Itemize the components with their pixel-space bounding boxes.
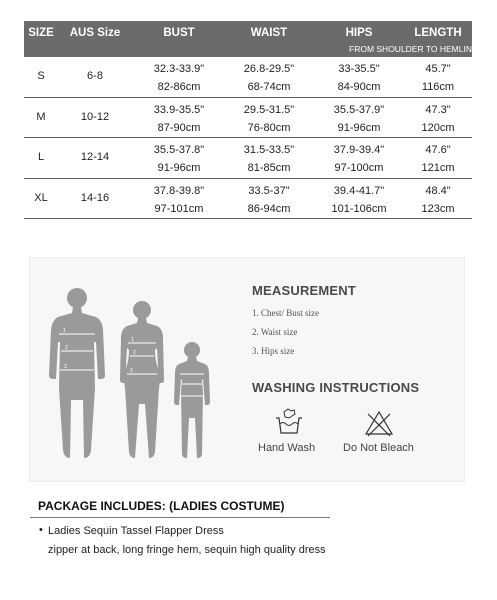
cell-waist-inches: 31.5-33.5" (243, 144, 295, 156)
cell-aus-size: 12-14 (80, 151, 110, 163)
table-row (24, 57, 472, 98)
cell-waist-inches: 29.5-31.5" (243, 103, 295, 116)
cell-hips-cm: 84-90cm (337, 81, 381, 93)
body-measurement-figures (42, 280, 242, 470)
cell-bust-inches: 32.3-33.9" (153, 63, 205, 75)
child-figure-icon (174, 342, 210, 458)
cell-hips-cm: 97-100cm (334, 162, 384, 174)
cell-waist-cm: 68-74cm (247, 81, 291, 93)
hand-wash-label: Hand Wash (258, 442, 316, 454)
cell-waist-inches: 33.5-37" (248, 184, 290, 197)
cell-bust-cm: 91-96cm (157, 162, 201, 174)
no-bleach-icon (364, 408, 394, 438)
table-row (24, 98, 472, 139)
table-row (24, 179, 472, 220)
table-row (24, 138, 472, 179)
cell-waist-inches: 26.8-29.5" (243, 63, 295, 75)
cell-length-inches: 47.3" (425, 103, 451, 116)
cell-bust-inches: 33.9-35.5" (153, 103, 205, 116)
header-waist: WAIST (250, 27, 288, 39)
marker-1: 1 (63, 328, 66, 334)
cell-bust-inches: 37.8-39.8" (153, 184, 205, 197)
cell-length-cm: 123cm (421, 202, 455, 215)
cell-aus-size: 6-8 (87, 70, 103, 82)
cell-size: L (37, 151, 45, 163)
cell-hips-inches: 37.9-39.4" (333, 144, 385, 156)
woman-figure-icon (120, 301, 164, 458)
cell-waist-cm: 76-80cm (247, 121, 291, 134)
washing-instructions-title: WASHING INSTRUCTIONS (252, 380, 420, 395)
cell-length-cm: 120cm (421, 121, 455, 134)
marker-1: 1 (131, 337, 134, 343)
cell-hips-cm: 101-106cm (331, 202, 387, 215)
package-item-detail: zipper at back, long fringe hem, sequin high quality dress (48, 544, 326, 556)
size-chart-header (24, 21, 478, 57)
cell-waist-cm: 86-94cm (247, 202, 291, 215)
marker-2: 2 (133, 350, 136, 356)
measurement-title: MEASUREMENT (252, 283, 357, 298)
package-includes-title: PACKAGE INCLUDES: (LADIES COSTUME) (38, 499, 285, 513)
cell-hips-inches: 39.4-41.7" (333, 184, 385, 197)
header-aus-size: AUS Size (69, 27, 121, 39)
cell-hips-inches: 35.5-37.9" (333, 103, 385, 116)
package-bullet: • (39, 524, 43, 536)
hand-wash-icon (274, 408, 304, 438)
package-divider (30, 517, 330, 518)
size-chart-table (24, 21, 478, 219)
marker-2: 2 (65, 345, 68, 351)
cell-size: M (36, 110, 46, 123)
cell-size: XL (34, 191, 48, 204)
cell-bust-cm: 87-90cm (157, 121, 201, 134)
package-item: Ladies Sequin Tassel Flapper Dress (48, 525, 224, 537)
cell-size: S (37, 70, 45, 82)
measurement-item-hips: 3. Hips size (252, 346, 295, 356)
cell-length-cm: 121cm (421, 162, 455, 174)
header-size: SIZE (28, 27, 54, 39)
cell-length-cm: 116cm (421, 81, 455, 93)
header-hips: HIPS (345, 27, 373, 39)
cell-length-inches: 47.6" (425, 144, 451, 156)
cell-waist-cm: 81-85cm (247, 162, 291, 174)
info-panel (29, 257, 465, 482)
cell-hips-inches: 33-35.5" (338, 63, 380, 75)
marker-3: 3 (130, 368, 133, 374)
header-length-note: FROM SHOULDER TO HEMLINE (349, 44, 478, 54)
measurement-item-waist: 2. Waist size (252, 327, 298, 337)
cell-bust-cm: 97-101cm (154, 202, 204, 215)
header-bust: BUST (163, 27, 195, 39)
marker-3: 3 (64, 364, 67, 370)
cell-aus-size: 14-16 (80, 191, 110, 204)
man-figure-icon (49, 288, 105, 458)
cell-length-inches: 48.4" (425, 184, 451, 197)
cell-length-inches: 45.7" (425, 63, 451, 75)
cell-aus-size: 10-12 (80, 110, 110, 123)
header-length: LENGTH (414, 27, 462, 39)
no-bleach-label: Do Not Bleach (343, 442, 414, 454)
cell-bust-cm: 82-86cm (157, 81, 201, 93)
cell-bust-inches: 35.5-37.8" (153, 144, 205, 156)
cell-hips-cm: 91-96cm (337, 121, 381, 134)
measurement-item-bust: 1. Chest/ Bust size (252, 308, 319, 318)
